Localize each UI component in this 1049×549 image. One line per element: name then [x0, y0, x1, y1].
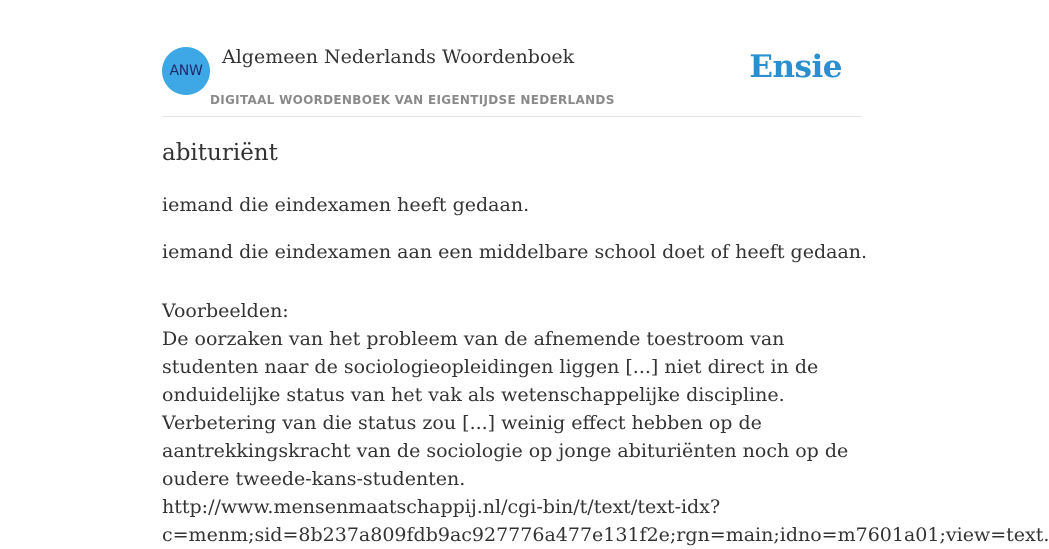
example-source-line-2: c=menm;sid=8b237a809fdb9ac927776a477e131f2e;rgn=main;idno=m7601a01;view=text. [162, 524, 1049, 546]
definition-2: iemand die eindexamen aan een middelbare school doet of heeft gedaan. [162, 241, 868, 263]
anw-logo[interactable] [162, 47, 210, 95]
site-header [162, 40, 862, 117]
examples-label: Voorbeelden: [162, 300, 289, 322]
ensie-brand-link[interactable]: Ensie [749, 49, 842, 85]
entry-headword: abituriënt [162, 140, 278, 166]
example-source-line-1: http://www.mensenmaatschappij.nl/cgi-bin/t/text/text-idx? [162, 496, 721, 518]
anw-logo-text: ANW [169, 63, 203, 79]
site-title[interactable]: Algemeen Nederlands Woordenboek [222, 46, 575, 68]
examples-section [162, 297, 1049, 549]
example-quote: De oorzaken van het probleem van de afnemende toestroom van studenten naar de sociologieopleidingen liggen [...] niet direct in de onduidelijke status van het vak als wetenschappelijke discipline. Verbetering van die status zou [...] weinig effect hebben op de aantrekkingskracht van de sociologie op jonge abituriënten noch op de oudere tweede-kans-studenten. [162, 328, 849, 490]
site-subtitle: DIGITAAL WOORDENBOEK VAN EIGENTIJDSE NEDERLANDS [210, 93, 615, 107]
definition-1: iemand die eindexamen heeft gedaan. [162, 194, 530, 216]
